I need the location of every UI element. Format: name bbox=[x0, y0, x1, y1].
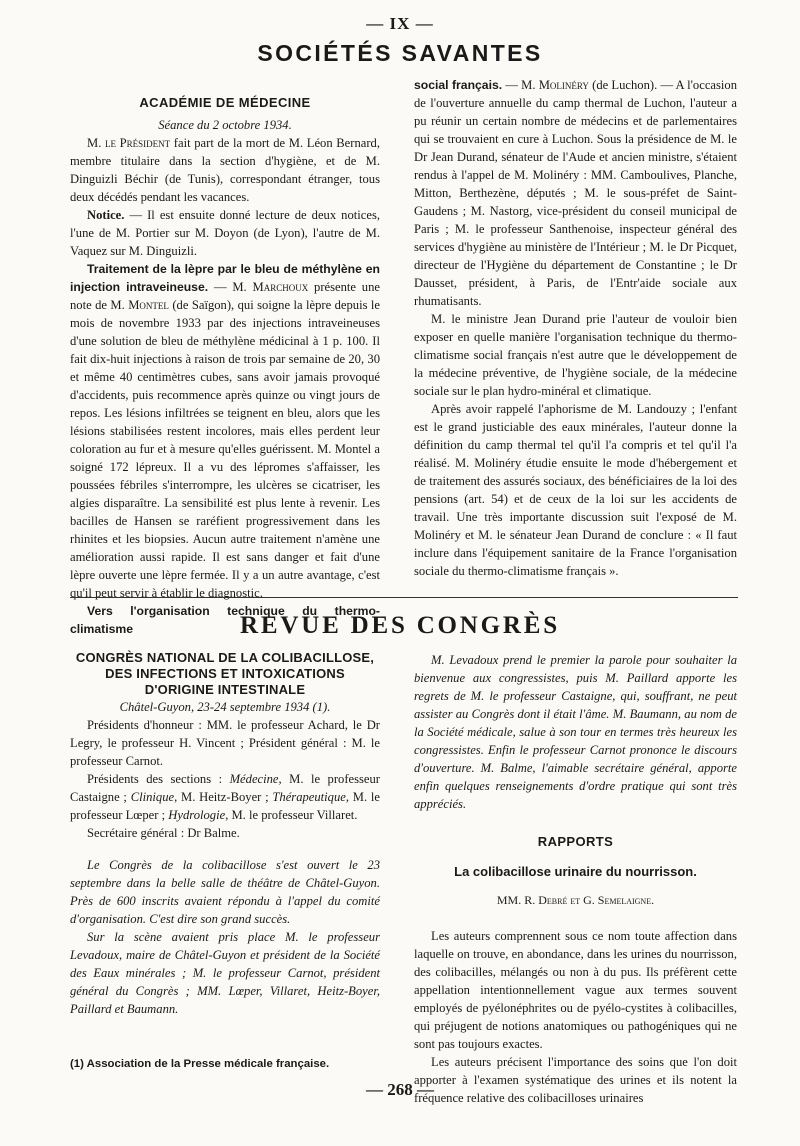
vers-title-part2: social français. bbox=[414, 78, 503, 92]
section-title-societes: SOCIÉTÉS SAVANTES bbox=[257, 40, 543, 66]
rapports-heading: RAPPORTS bbox=[537, 834, 614, 849]
landouzy-paragraph: Après avoir rappelé l'aphorisme de M. Landouzy ; l'enfant est le grand justiciable des eaux minérales, l'auteur donne la définition du camp thermal tel qu'il l'a compris et tel qu'il l'a réalisé. M. Molinéry étudie ensuite le mode d'hébergement et de traitement des assurés sociaux, des bénéficiaires de la loi des pensions (art. 54) et de ceux de la loi sur les accidents de travail. Une très importante discussion suit l'exposé de M. Molinéry et M. le sénateur Jean Durand de conclure : « Il faut inclure dans l'équipement sanitaire de la France l'organisation sociale du thermo-climatisme français ». bbox=[414, 402, 737, 578]
vers-title-part1: Vers l'organisation technique du thermo-climatisme bbox=[70, 604, 380, 636]
presidents-sections: Présidents des sections : Médecine, M. le professeur Castaigne ; Clinique, M. Heitz-Boyer ; Thérapeutique, M. le professeur Lœper ; Hydrologie, M. le professeur Villaret. bbox=[70, 772, 380, 822]
academie-column-right bbox=[414, 76, 737, 580]
section-divider-rule bbox=[70, 597, 738, 598]
ministre-paragraph: M. le ministre Jean Durand prie l'auteur de vouloir bien exposer en quelle manière l'organisation technique du thermo-climatisme social français n'est autre que le développement de la médecine préventive, de l'hygiène sociale, de la médecine sociale sur le plan hydro-minéral et climatique. bbox=[414, 312, 737, 398]
section-title-revue: REVUE DES CONGRÈS bbox=[240, 612, 560, 639]
academie-column-left bbox=[70, 95, 380, 638]
congres-column-left bbox=[70, 650, 380, 1018]
rapport-authors: MM. R. Debré et G. Semelaigne. bbox=[496, 893, 655, 907]
rapport-p2: Les auteurs précisent l'importance des soins que l'on doit apporter à l'examen systématique des urines et ils notent la fréquence relative des colibacilloses urinaires bbox=[414, 1055, 737, 1105]
vers-paragraph: social français. — M. Molinéry (de Luchon). — A l'occasion de l'ouverture annuelle du camp thermal de Luchon, l'auteur a pu réunir un certain nombre de médecins et de parlementaires qui se trouvaient en cure à Luchon. Sous la présidence de M. le Dr Jean Durand, sénateur de l'Aude et ancien ministre, s'étaient rendus à l'appel de M. Molinéry : MM. Camboulives, Planche, Mitton, Berthezène, députés ; M. le sous-préfet de Saint-Gaudens ; M. Nastorg, vice-président du conseil municipal de Paris ; M. le professeur Santhenoise, inspecteur général des services d'hygiène au ministère de l'Intérieur ; M. le Dr Picquet, directeur de l'Hygiène du département de Constantine ; le Dr Dausset, président, à Paris, de l'Entr'aide sociale aux rhumatisants. bbox=[414, 78, 737, 308]
congres-column-right bbox=[414, 651, 737, 1107]
academie-heading: ACADÉMIE DE MÉDECINE bbox=[139, 95, 311, 110]
congres-heading: CONGRÈS NATIONAL DE LA COLIBACILLOSE, DES INFECTIONS ET INTOXICATIONS D'ORIGINE INTESTINALE bbox=[75, 650, 375, 697]
congres-ital-p3: M. Levadoux prend le premier la parole pour souhaiter la bienvenue aux congressistes, puis M. Paillard apporte les regrets de M. le professeur Castaigne, qui, souffrant, ne peut assister au Congrès dont il était l'âme. M. Baumann, au nom de la Société médicale, salue à son tour en termes très heureux les congressistes. Enfin le professeur Carnot prononce le discours d'ouverture. M. Balme, l'aimable secrétaire général, apporte enfin quelques renseignements d'ordre pratique qui sont très appréciés. bbox=[414, 653, 737, 811]
page-number: — 268 — bbox=[366, 1080, 434, 1099]
notice-label: Notice. bbox=[87, 208, 125, 222]
running-head: — IX — bbox=[366, 14, 434, 33]
presidents-honneur: Présidents d'honneur : MM. le professeur Achard, le Dr Legry, le professeur H. Vincent ; Président général : M. le professeur Carnot. bbox=[70, 718, 380, 768]
lepre-paragraph: Traitement de la lèpre par le bleu de méthylène en injection intraveineuse. — M. Marchoux présente une note de M. Montel (de Saïgon), qui soigne la lèpre depuis le mois de novembre 1933 par des injections intraveineuses d'une solution de bleu de méthylène médicinal à 1 p. 100. Il fait dix-huit injections à raison de trois par semaine de 20, 30 et même 40 centimètres cubes, sans avoir jamais provoqué d'accidents, puis recommence après quinze ou vingt jours de repos. Les lésions infiltrées se teignent en bleu, alors que les lésions stabilisées restent incolores, mais elles perdent leur coloration au fur et à mesure qu'elles guérissent. M. Montel a soigné 172 lépreux. Il a vu des lépromes s'affaisser, les poussées fébriles s'interrompre, les ulcères se cicatriser, les algies disparaître. La sensibilité est plus lente à revenir. Les bacilles de Hansen se raréfient progressivement dans les rhinites et les biopsies. Aucun autre traitement n'amène une amélioration aussi rapide. Il est sans danger et fait d'une lèpre ouverte une lèpre fermée. Il y a un autre avantage, c'est qu'il peut servir à établir le diagnostic. bbox=[70, 262, 380, 600]
congres-ital-p2: Sur la scène avaient pris place M. le professeur Levadoux, maire de Châtel-Guyon et président de la Société des Eaux minérales ; M. le professeur Carnot, président général du Congrès ; MM. Lœper, Villaret, Heitz-Boyer, Paillard et Baumann. bbox=[70, 930, 380, 1016]
congres-ital-p1: Le Congrès de la colibacillose s'est ouvert le 23 septembre dans la belle salle de théâtre de Châtel-Guyon. Près de 600 inscrits avaient répondu à l'appel du comité d'organisation. C'est dire son grand succès. bbox=[70, 858, 380, 926]
president-label: M. le Président bbox=[87, 136, 171, 150]
president-paragraph: M. le Président fait part de la mort de M. Léon Bernard, membre titulaire dans la section d'hygiène, et de M. Dinguizli Béchir (de Tunis), correspondant étranger, tous deux décédés pendant les vacances. bbox=[70, 136, 380, 204]
rapport-p1: Les auteurs comprennent sous ce nom toute affection dans laquelle on trouve, en abondance, dans les urines du nourrisson, des colibacilles, mélangés ou non à du pus. Ils préfèrent cette appellation intentionnellement vague aux termes souvent employés de pyélonéphrites ou de pyélo-cystites à colibacilles, qui préjugent de notions anatomiques ou pathogéniques qui ne sont pas toujours exactes. bbox=[414, 929, 737, 1051]
rapport-title: La colibacillose urinaire du nourrisson. bbox=[454, 864, 697, 879]
lepre-title: Traitement de la lèpre par le bleu de méthylène en injection intraveineuse. bbox=[70, 262, 380, 294]
footnote: (1) Association de la Presse médicale française. bbox=[70, 1058, 330, 1070]
secretaire-general: Secrétaire général : Dr Balme. bbox=[87, 826, 240, 840]
seance-date: Séance du 2 octobre 1934. bbox=[158, 118, 292, 132]
notice-paragraph: Notice. — Il est ensuite donné lecture de deux notices, l'une de M. Portier sur M. Doyon (de Lyon), l'autre de M. Vaquez sur M. Dinguizli. bbox=[70, 208, 380, 258]
congres-date: Châtel-Guyon, 23-24 septembre 1934 (1). bbox=[119, 700, 331, 714]
